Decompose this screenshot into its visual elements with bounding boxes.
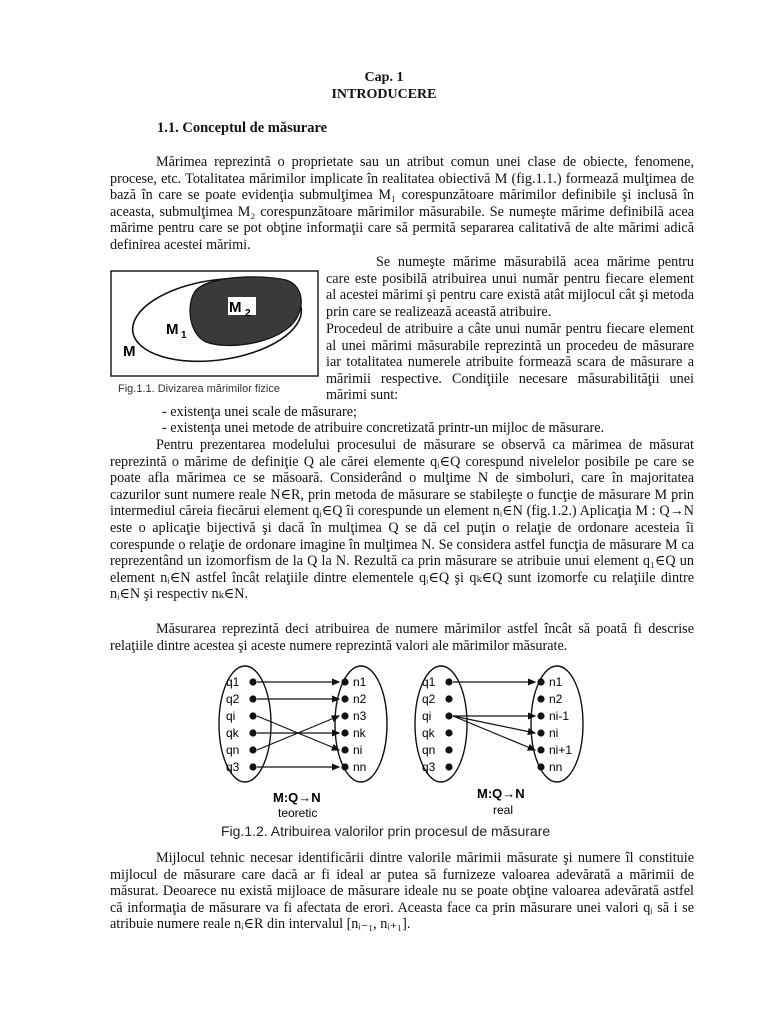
fig2-left-n-label: n3	[353, 709, 367, 723]
fig2-left-q-point	[249, 695, 256, 702]
label-M2: M	[229, 299, 242, 316]
fig2-right-q-point	[445, 678, 452, 685]
fig2-left-n-point	[341, 695, 348, 702]
label-M2-sub: 2	[245, 308, 251, 319]
fig2-right-n-label: ni+1	[549, 743, 573, 757]
fig2-right-q-point	[445, 712, 452, 719]
fig2-left-n-point	[341, 763, 348, 770]
fig2-left-n-label: ni	[353, 743, 363, 757]
fig2-left-n-point	[341, 678, 348, 685]
fig2-right-q-point	[445, 746, 452, 753]
fig2-left-type: teoretic	[278, 806, 318, 820]
fig2-right-mapping: M:Q→N	[477, 786, 525, 801]
fig2-left-q-label: qn	[226, 743, 240, 757]
fig2-right-n-label: n1	[549, 675, 563, 689]
fig2-teoretic-diagram	[219, 666, 387, 782]
paragraph-2: Se numeşte mărime măsurabilă acea mărime pentru care este posibilă atribuirea unui număr pentru fiecare element al acestei mărimi şi pentru care există atât mijlocul cât şi metoda prin care se realizează această atribuire.	[326, 254, 694, 320]
fig2-right-q-point	[445, 729, 452, 736]
fig2-left-q-label: q3	[226, 760, 240, 774]
paragraph-4: Pentru prezentarea modelului procesului de măsurare se observă ca mărimea de măsurat reprezintă o mărime de definiţie Q ale cărei elemente qᵢ∈Q corespund nivelelor posibile pe care se poate afla mărimea ce se măsoară. Considerând o mulţime N de simboluri, care în majoritatea cazurilor sunt numere reale N∈R, prin metoda de măsurare se stabileşte o funcţie de măsurare M prin intermediul căreia fiecărui element qᵢ∈Q îi corespunde un element nᵢ∈N (fig.1.2.) Aplicaţia M : Q→N este o aplicaţie bijectivă şi dacă în mulţimea Q se dă cel puţin o relaţie de ordonare acesteia îi corespunde o relaţie de ordonare imagine în mulţimea N. Se considera astfel funcţia de măsurare M ca reprezentând un izomorfism de la Q la N. Rezultă ca prin măsurare se atribuie unui element q₁∈Q un element nᵢ∈N astfel încât relaţiile dintre elementele qᵢ∈Q şi qₖ∈Q sunt izomorfe cu relaţiile dintre nᵢ∈N şi respectiv nₖ∈N.	[110, 437, 694, 603]
fig2-left-q-point	[249, 712, 256, 719]
paragraph-6: Mijlocul tehnic necesar identificării dintre valorile mărimii măsurate şi numere îl constituie mijlocul de măsurare care dacă ar fi ideal ar putea să furnizeze valoarea adevărată a mărimii de măsurat. Deoarece nu există mijloace de măsurare ideale nu se poate obţine valoarea adevărată astfel că informaţia de măsurare va fi afectata de erori. Aceasta face ca prin măsurare unei valori qᵢ să i se atribuie numere reale nᵢ∈R din intervalul [nᵢ₋₁, nᵢ₊₁].	[110, 850, 694, 933]
bullet-1: - existenţa unei scale de măsurare;	[162, 404, 357, 420]
fig2-right-n-label: nn	[549, 760, 563, 774]
fig2-right-q-label: q3	[422, 760, 436, 774]
fig2-right-q-label: qi	[422, 709, 432, 723]
fig2-right-n-point	[537, 729, 544, 736]
bullet-2: - existenţa unei metode de atribuire concretizată printr-un mijloc de măsurare.	[162, 420, 605, 436]
fig2-left-q-label: qi	[226, 709, 236, 723]
fig2-left-n-label: nn	[353, 760, 367, 774]
fig2-left-q-label: q2	[226, 692, 240, 706]
fig2-right-mapping-arrow	[453, 716, 535, 733]
chapter-number: Cap. 1	[364, 70, 404, 85]
fig2-right-q-label: q1	[422, 675, 436, 689]
fig2-left-n-point	[341, 712, 348, 719]
label-M1: M	[166, 321, 179, 338]
fig2-right-q-label: qn	[422, 743, 436, 757]
fig2-left-n-point	[341, 746, 348, 753]
fig2-left-q-point	[249, 678, 256, 685]
fig2-left-q-point	[249, 763, 256, 770]
section-title: 1.1. Conceptul de măsurare	[157, 120, 328, 136]
fig2-right-n-label: n2	[549, 692, 563, 706]
paragraph-5: Măsurarea reprezintă deci atribuirea de numere mărimilor astfel încât să poată fi descrise relaţiile dintre acestea şi aceste numere reprezintă valori ale mărimilor măsurate.	[110, 621, 694, 654]
fig2-left-n-label: n1	[353, 675, 367, 689]
fig2-left-mapping: M:Q→N	[273, 790, 321, 805]
paragraph-3: Procedeul de atribuire a câte unui număr pentru fiecare element al unei mărimi măsurabile reprezintă un procedeu de măsurare iar totalitatea numerele atribuite formează scara de măsurare a mărimii respective. Condiţiile necesare măsurabilităţii unei mărimi sunt:	[326, 321, 694, 404]
fig2-right-q-point	[445, 763, 452, 770]
fig2-left-q-point	[249, 746, 256, 753]
fig2-right-n-point	[537, 695, 544, 702]
fig2-right-q-point	[445, 695, 452, 702]
fig2-right-n-label: ni	[549, 726, 559, 740]
fig2-left-q-label: q1	[226, 675, 240, 689]
figure-1-1	[110, 270, 320, 400]
fig2-right-n-point	[537, 746, 544, 753]
fig2-left-q-point	[249, 729, 256, 736]
fig2-right-q-label: q2	[422, 692, 436, 706]
fig1-caption: Fig.1.1. Divizarea mărimilor fizice	[118, 383, 280, 395]
label-M: M	[123, 343, 136, 360]
chapter-title: INTRODUCERE	[331, 87, 437, 102]
fig2-left-n-point	[341, 729, 348, 736]
figure-1-2	[215, 664, 595, 844]
fig2-right-n-point	[537, 763, 544, 770]
fig2-caption: Fig.1.2. Atribuirea valorilor prin procesul de măsurare	[221, 823, 551, 839]
fig2-right-n-label: ni-1	[549, 709, 570, 723]
fig2-right-type: real	[493, 803, 514, 817]
fig2-left-q-label: qk	[226, 726, 239, 740]
paragraph-1: Mărimea reprezintă o proprietate sau un atribut comun unei clase de obiecte, fenomene, procese, etc. Totalitatea mărimilor implicate în realitatea obiectivă M (fig.1.1.) formează mulţimea de bază în care se poate evidenţia submulţimea M₁ corespunzătoare mărimilor definibile şi inclusă în aceasta, submulţimea M₂ corespunzătoare mărimilor măsurabile. Se numeşte mărime definibilă acea mărime pentru care se pot obţine informaţii care să permită separarea calitativă de alte mărimi adică definirea acestei mărimi.	[110, 154, 694, 253]
label-M1-sub: 1	[181, 330, 187, 341]
fig2-real-diagram	[415, 666, 583, 782]
fig2-left-n-label: nk	[353, 726, 366, 740]
fig2-right-q-label: qk	[422, 726, 435, 740]
fig2-left-n-label: n2	[353, 692, 367, 706]
fig2-right-n-point	[537, 678, 544, 685]
fig2-right-n-point	[537, 712, 544, 719]
